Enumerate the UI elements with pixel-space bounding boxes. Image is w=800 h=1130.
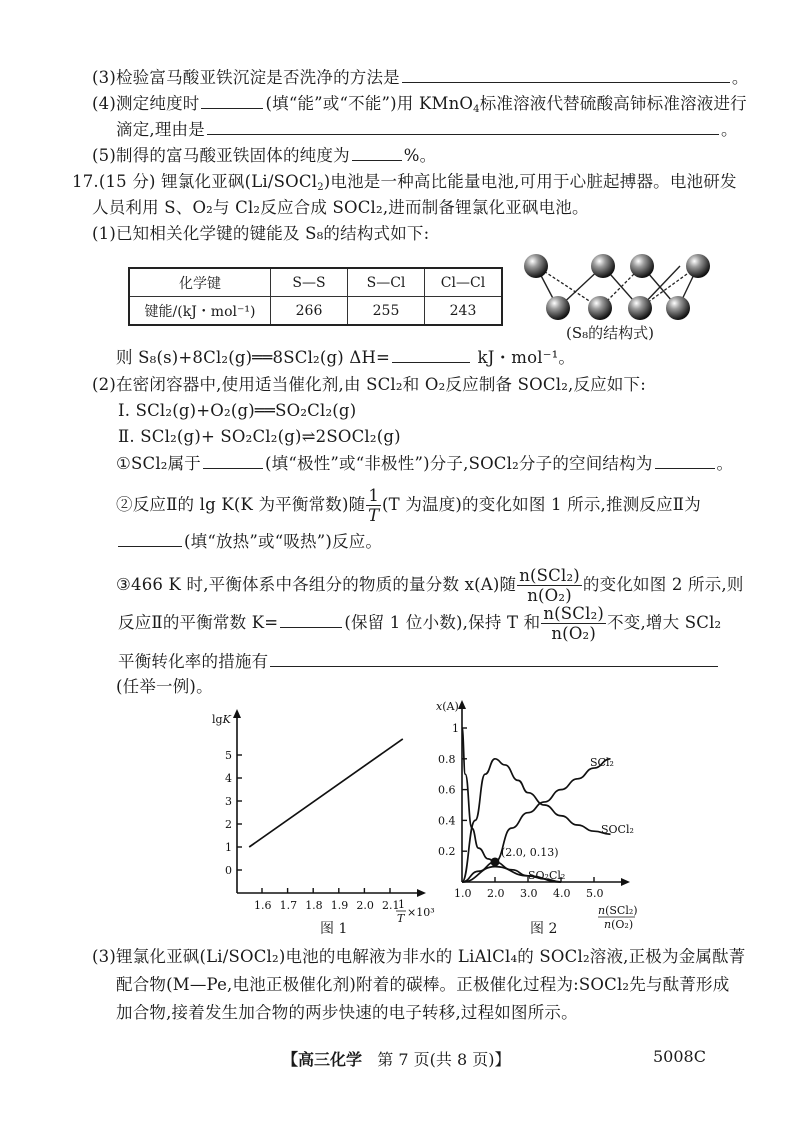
svg-text:SO₂Cl₂: SO₂Cl₂ bbox=[528, 869, 566, 882]
table-cell: 255 bbox=[348, 297, 425, 326]
svg-text:3: 3 bbox=[225, 795, 232, 808]
question-4-line bbox=[92, 92, 747, 115]
sulfur-atom-icon bbox=[524, 254, 548, 278]
sub-question-3-text: 不变,增大 SCl₂ bbox=[607, 613, 722, 632]
svg-text:2.1: 2.1 bbox=[382, 899, 400, 912]
svg-text:0.6: 0.6 bbox=[438, 783, 456, 797]
question-5-line bbox=[92, 144, 436, 167]
answer-blank-q3[interactable] bbox=[402, 66, 730, 83]
question-4b-text: 滴定,理由是 bbox=[116, 120, 205, 139]
svg-text:0.4: 0.4 bbox=[438, 814, 456, 828]
table-cell: 266 bbox=[271, 297, 348, 326]
question-number: 17. bbox=[72, 172, 99, 191]
sub-question-1 bbox=[116, 452, 733, 475]
answer-blank-structure[interactable] bbox=[655, 452, 715, 469]
table-header-row bbox=[129, 268, 502, 297]
bond-energy-table bbox=[128, 267, 503, 326]
sub-question-3-text: (任举一例)。 bbox=[116, 677, 213, 696]
part-1-equation bbox=[116, 346, 575, 369]
unit-text: kJ・mol⁻¹。 bbox=[477, 348, 576, 367]
figure-2-caption: 图 2 bbox=[530, 921, 558, 937]
sub-question-2-text: (T 为温度)的变化如图 1 所示,推测反应Ⅱ为 bbox=[382, 495, 701, 514]
fraction-n-scl2-over-n-o2 bbox=[541, 604, 606, 643]
reaction-2-text: Ⅱ. SCl₂(g)+ SO₂Cl₂(g)⇌2SOCl₂(g) bbox=[118, 427, 401, 446]
part-2-text bbox=[92, 374, 646, 396]
figure-1-caption: 图 1 bbox=[320, 921, 348, 937]
reaction-2 bbox=[118, 426, 401, 448]
curve-SCl₂ bbox=[462, 759, 611, 882]
sub-question-3-line3 bbox=[118, 650, 720, 673]
intro-text: 锂氯化亚砜(Li/SOCl bbox=[161, 172, 318, 191]
svg-text:2.0: 2.0 bbox=[487, 887, 505, 900]
table-header: 化学键 bbox=[129, 268, 271, 297]
svg-text:1.0: 1.0 bbox=[454, 887, 472, 900]
table-header: Cl—Cl bbox=[425, 268, 503, 297]
svg-text:1: 1 bbox=[398, 898, 405, 911]
figure-1-chart bbox=[210, 706, 435, 925]
question-score: (15 分) bbox=[98, 172, 156, 191]
svg-text:4.0: 4.0 bbox=[553, 887, 571, 900]
svg-text:n(SCl₂): n(SCl₂) bbox=[598, 904, 638, 917]
part-3-line-3 bbox=[116, 1002, 578, 1024]
sub-question-3-line4 bbox=[116, 676, 213, 698]
question-5-text: (5)制得的富马酸亚铁固体的纯度为 bbox=[92, 146, 350, 165]
answer-blank-heat[interactable] bbox=[118, 530, 182, 547]
fraction-n-scl2-over-n-o2 bbox=[517, 566, 582, 605]
question-4-prefix: (4)测定纯度时 bbox=[92, 94, 200, 113]
answer-blank-k[interactable] bbox=[280, 611, 342, 628]
reaction-1 bbox=[118, 400, 356, 422]
subscript: 2 bbox=[317, 182, 324, 193]
svg-text:lgK: lgK bbox=[212, 713, 231, 726]
footer-subject: 【高三化学 bbox=[282, 1050, 363, 1069]
question-3-text: (3)检验富马酸亚铁沉淀是否洗净的方法是 bbox=[92, 68, 400, 87]
svg-text:(2.0, 0.13): (2.0, 0.13) bbox=[501, 845, 559, 859]
svg-text:×10³: ×10³ bbox=[407, 906, 435, 919]
svg-text:x(A): x(A) bbox=[436, 700, 459, 713]
sub-question-2-text: (填“放热”或“吸热”)反应。 bbox=[184, 532, 383, 551]
answer-blank-q4-a[interactable] bbox=[201, 92, 263, 109]
sub-question-1-text: ①SCl₂属于 bbox=[116, 454, 202, 473]
part-1-prompt: (1)已知相关化学键的键能及 S₈的结构式如下: bbox=[92, 224, 430, 243]
punctuation: 。 bbox=[720, 120, 738, 139]
svg-text:0: 0 bbox=[225, 864, 232, 877]
sub-question-3-text: ③466 K 时,平衡体系中各组分的物质的量分数 x(A)随 bbox=[116, 575, 517, 594]
answer-blank-q4-b[interactable] bbox=[207, 118, 719, 135]
sub-question-3-text: (保留 1 位小数),保持 T 和 bbox=[344, 613, 541, 632]
question-3-line bbox=[92, 66, 749, 89]
sub-question-2-text: ②反应Ⅱ的 lg K(K 为平衡常数)随 bbox=[116, 495, 366, 514]
sub-question-2-line2 bbox=[116, 530, 382, 553]
page-footer bbox=[282, 1047, 510, 1070]
curve-SOCl₂ bbox=[462, 759, 611, 882]
s8-structure-diagram bbox=[520, 248, 720, 328]
footer-page-number: 第 7 页(共 8 页)】 bbox=[377, 1050, 511, 1069]
svg-text:1.8: 1.8 bbox=[305, 899, 323, 912]
part-3-text: 配合物(M—Pe,电池正极催化剂)附着的碳棒。正极催化过程为:SOCl₂先与酞菁形成 bbox=[116, 975, 730, 994]
question-4b-line bbox=[116, 118, 738, 141]
part-2-prompt: (2)在密闭容器中,使用适当催化剂,由 SCl₂和 O₂反应制备 SOCl₂,反应如下: bbox=[92, 375, 647, 394]
answer-blank-delta-h[interactable] bbox=[392, 346, 470, 363]
footer-code: 5008C bbox=[653, 1047, 706, 1066]
svg-text:2: 2 bbox=[225, 818, 232, 831]
fraction-numerator: 1 bbox=[368, 486, 380, 505]
answer-blank-polarity[interactable] bbox=[203, 452, 263, 469]
table-row bbox=[129, 297, 502, 326]
sub-question-3 bbox=[116, 566, 744, 605]
svg-text:SOCl₂: SOCl₂ bbox=[601, 823, 634, 836]
table-cell: 243 bbox=[425, 297, 503, 326]
part-3-line-2 bbox=[116, 974, 729, 996]
svg-text:2.0: 2.0 bbox=[356, 899, 374, 912]
answer-blank-q5[interactable] bbox=[352, 144, 402, 161]
question-17-intro-2 bbox=[92, 197, 589, 219]
subscript: 4 bbox=[473, 104, 480, 115]
svg-text:1.7: 1.7 bbox=[279, 899, 298, 912]
svg-text:5: 5 bbox=[225, 749, 232, 762]
svg-text:1.9: 1.9 bbox=[330, 899, 349, 912]
table-cell: 键能/(kJ・mol⁻¹) bbox=[129, 297, 271, 326]
part-3-text: (3)锂氯化亚砜(Li/SOCl₂)电池的电解液为非水的 LiAlCl₄的 SOCl₂溶液,正极为金属酞菁 bbox=[92, 947, 746, 966]
table-header: S—S bbox=[271, 268, 348, 297]
punctuation: 。 bbox=[716, 454, 734, 473]
question-4-middle: (填“能”或“不能”)用 KMnO bbox=[265, 94, 474, 113]
question-4-suffix: 标准溶液代替硫酸高铈标准溶液进行 bbox=[479, 94, 747, 113]
answer-blank-measure[interactable] bbox=[270, 650, 718, 667]
equation-text: 则 S₈(s)+8Cl₂(g)══8SCl₂(g) ΔH= bbox=[116, 348, 391, 367]
sub-question-3-line2 bbox=[118, 604, 721, 643]
fraction-numerator: n(SCl₂) bbox=[543, 604, 605, 623]
fraction-numerator: n(SCl₂) bbox=[519, 566, 580, 585]
reaction-1-text: Ⅰ. SCl₂(g)+O₂(g)══SO₂Cl₂(g) bbox=[118, 401, 357, 420]
sub-question-2 bbox=[116, 486, 701, 525]
part-3-text: 加合物,接着发生加合物的两步快速的电子转移,过程如图所示。 bbox=[116, 1003, 578, 1022]
fraction-denominator: T bbox=[368, 506, 380, 525]
sub-question-3-text: 平衡转化率的措施有 bbox=[118, 652, 269, 671]
svg-text:4: 4 bbox=[225, 772, 232, 785]
fraction-denominator: n(O₂) bbox=[527, 586, 572, 605]
svg-text:1: 1 bbox=[225, 841, 232, 854]
intro-text: )电池是一种高比能量电池,可用于心脏起搏器。电池研发 bbox=[323, 172, 737, 191]
svg-text:n(O₂): n(O₂) bbox=[604, 918, 634, 931]
svg-text:T: T bbox=[397, 912, 405, 925]
svg-text:1.6: 1.6 bbox=[254, 899, 272, 912]
svg-text:0.8: 0.8 bbox=[438, 752, 456, 766]
punctuation: 。 bbox=[731, 68, 749, 87]
sub-question-1-text: (填“极性”或“非极性”)分子,SOCl₂分子的空间结构为 bbox=[265, 454, 653, 473]
fraction-1-over-t bbox=[366, 486, 381, 525]
table-header: S—Cl bbox=[348, 268, 425, 297]
part-1-text bbox=[92, 223, 429, 245]
punctuation: %。 bbox=[403, 146, 437, 165]
svg-text:1: 1 bbox=[452, 722, 459, 735]
s8-structure-caption: (S₈的结构式) bbox=[566, 324, 654, 342]
svg-text:SCl₂: SCl₂ bbox=[590, 756, 614, 769]
question-17-header bbox=[72, 171, 737, 193]
svg-text:0.2: 0.2 bbox=[438, 845, 456, 859]
sub-question-3-text: 反应Ⅱ的平衡常数 K= bbox=[118, 613, 279, 632]
svg-text:3.0: 3.0 bbox=[520, 887, 538, 900]
sub-question-3-text: 的变化如图 2 所示,则 bbox=[582, 575, 744, 594]
fraction-denominator: n(O₂) bbox=[551, 624, 597, 643]
svg-text:5.0: 5.0 bbox=[586, 887, 604, 900]
part-3-line-1 bbox=[92, 946, 746, 968]
intro-text-2: 人员利用 S、O₂与 Cl₂反应合成 SOCl₂,进而制备锂氯化亚砜电池。 bbox=[92, 198, 589, 217]
